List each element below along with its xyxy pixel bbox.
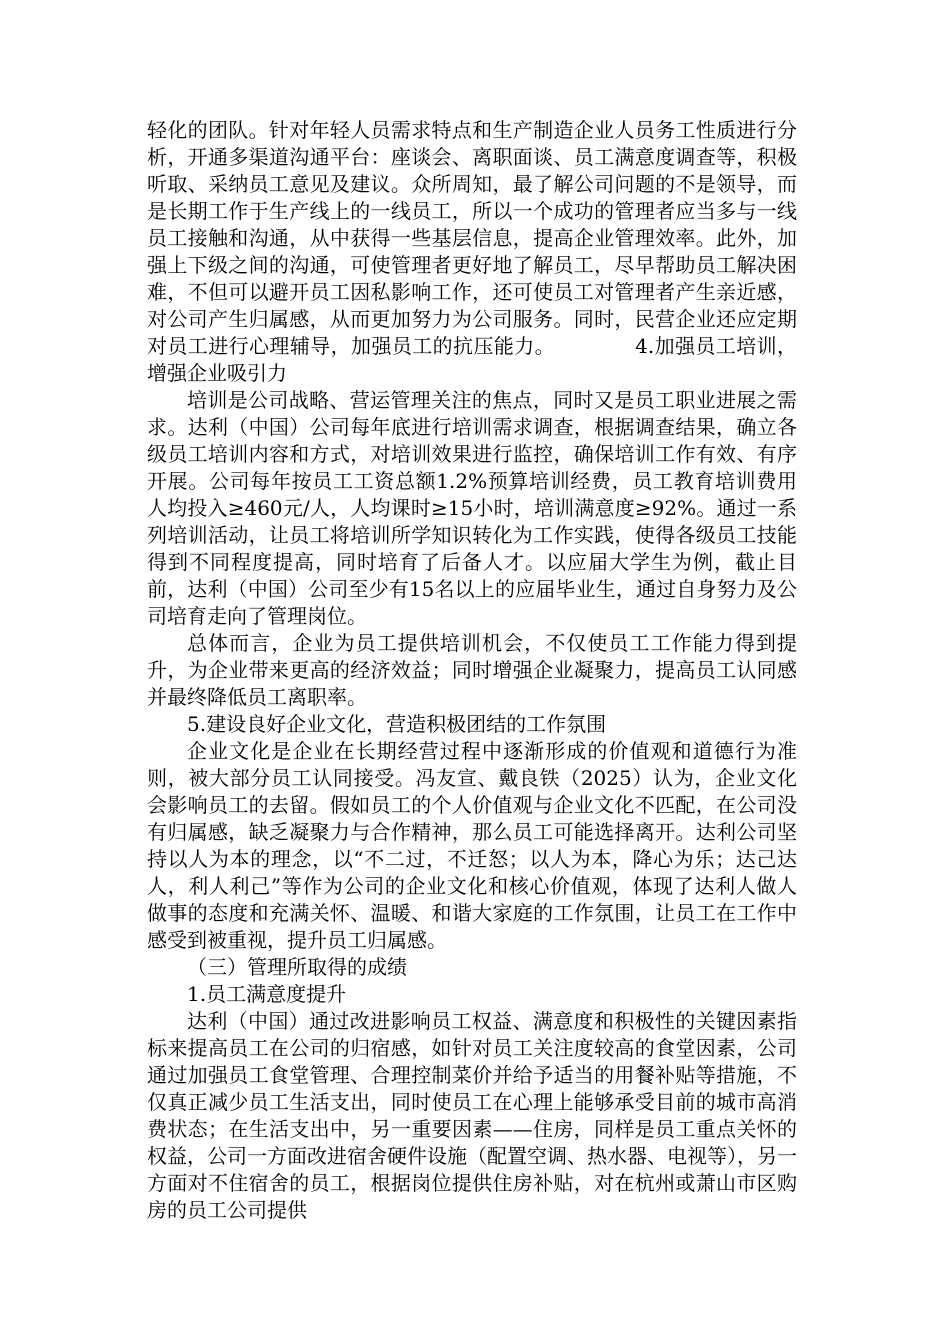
heading-training: 4.加强员工培训，增强企业吸引力	[147, 334, 798, 385]
paragraph-communication	[147, 117, 797, 387]
paragraph-culture: 企业文化是企业在长期经营过程中逐渐形成的价值观和道德行为准则，被大部分员工认同接受。冯友宣、戴良铁（2025）认为，企业文化会影响员工的去留。假如员工的个人价值观与企业文化不匹配，在公司没有归属感，缺乏凝聚力与合作精神，那么员工可能选择离开。达利公司坚持以人为本的理念，以“不二过，不迁怒；以人为本，降心为乐；达己达人，利人利己”等作为公司的企业文化和核心价值观，体现了达利人做人做事的态度和充满关怀、温暖、和谐大家庭的工作氛围，让员工在工作中感受到被重视，提升员工归属感。	[147, 739, 797, 952]
paragraph-satisfaction: 达利（中国）通过改进影响员工权益、满意度和积极性的关键因素指标来提高员工在公司的归宿感，如针对员工关注度较高的食堂因素，公司通过加强员工食堂管理、合理控制菜价并给予适当的用餐补贴等措施，不仅真正减少员工生活支出，同时使员工在心理上能够承受目前的城市高消费状态；在生活支出中，另一重要因素——住房，同样是员工重点关怀的权益，公司一方面改进宿舍硬件设施（配置空调、热水器、电视等），另一方面对不住宿舍的员工，根据岗位提供住房补贴，对在杭州或萧山市区购房的员工公司提供	[147, 1009, 797, 1222]
paragraph-training-summary: 总体而言，企业为员工提供培训机会，不仅使员工工作能力得到提升，为企业带来更高的经济效益；同时增强企业凝聚力，提高员工认同感并最终降低员工离职率。	[147, 631, 797, 709]
paragraph-communication-text: 轻化的团队。针对年轻人员需求特点和生产制造企业人员务工性质进行分析，开通多渠道沟通平台：座谈会、离职面谈、员工满意度调查等，积极听取、采纳员工意见及建议。众所周知，最了解公司问题的不是领导，而是长期工作于生产线上的一线员工，所以一个成功的管理者应当多与一线员工接触和沟通，从中获得一些基层信息，提高企业管理效率。此外，加强上下级之间的沟通，可使管理者更好地了解员工，尽早帮助员工解决困难，不但可以避开员工因私影响工作，还可使员工对管理者产生亲近感，对公司产生归属感，从而更加努力为公司服务。同时，民营企业还应定期对员工进行心理辅导，加强员工的抗压能力。	[147, 118, 797, 358]
heading-satisfaction: 1.员工满意度提升	[187, 982, 347, 1006]
paragraph-training: 培训是公司战略、营运管理关注的焦点，同时又是员工职业进展之需求。达利（中国）公司每年底进行培训需求调查，根据调查结果，确立各级员工培训内容和方式，对培训效果进行监控，确保培训工作有效、有序开展。公司每年按员工工资总额1.2%预算培训经费，员工教育培训费用人均投入≥460元/人，人均课时≥15小时，培训满意度≥92%。通过一系列培训活动，让员工将培训所学知识转化为工作实践，使得各级员工技能得到不同程度提高，同时培育了后备人才。以应届大学生为例，截止目前，达利（中国）公司至少有15名以上的应届毕业生，通过自身努力及公司培育走向了管理岗位。	[147, 388, 797, 628]
heading-culture: 5.建设良好企业文化，营造积极团结的工作氛围	[187, 712, 607, 736]
heading-achievements: （三）管理所取得的成绩	[187, 955, 407, 979]
document-page	[147, 117, 797, 1224]
